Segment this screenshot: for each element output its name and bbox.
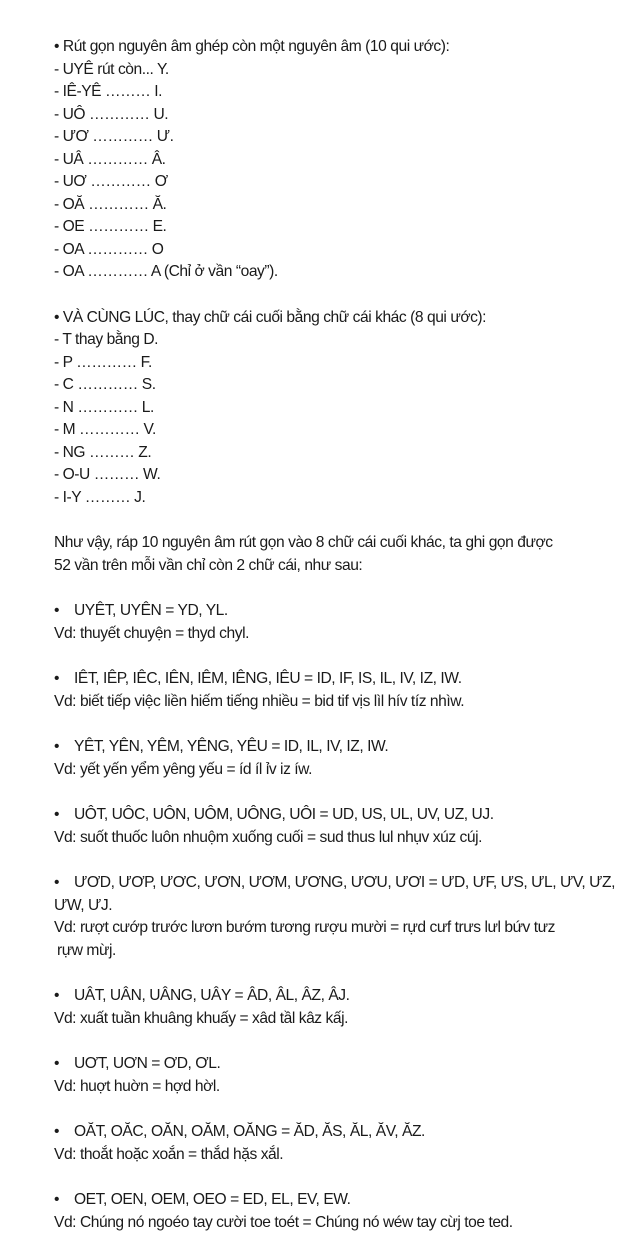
- bullet-icon: •: [54, 1123, 60, 1140]
- bullet-icon: •: [54, 806, 60, 823]
- bullet-icon: •: [54, 987, 60, 1004]
- example-text: Vd: thoắt hoặc xoắn = thắd hặs xắl.: [54, 1145, 284, 1163]
- example-text: Vd: rượt cướp trước lươn bướm tương rượu mười = rựd cưf trưs lưl bứv tưz: [54, 919, 556, 936]
- bullet-icon: •: [54, 670, 60, 687]
- rule-text: IÊT, IÊP, IÊC, IÊN, IÊM, IÊNG, IÊU = ID, IF, IS, IL, IV, IZ, IW.: [74, 670, 462, 687]
- example-text: Vd: thuyết chuyện = thyd chyl.: [54, 624, 249, 642]
- example-block: [54, 600, 610, 645]
- rule-item: - UYÊ rút còn... Y.: [54, 60, 169, 78]
- example-text-continued: rựw mừj.: [57, 941, 116, 959]
- bullet-icon: •: [54, 602, 60, 619]
- intro-paragraph: [54, 532, 610, 577]
- vowel-reduction-section: [54, 36, 610, 284]
- example-text: Vd: biết tiếp việc liền hiếm tiếng nhiều = bid tif vịs lìl hív tíz nhìw.: [54, 692, 465, 710]
- intro-line: 52 vần trên mỗi vần chỉ còn 2 chữ cái, như sau:: [54, 556, 363, 574]
- rule-item: - UÂ ………… Â.: [54, 150, 166, 168]
- intro-line: Như vậy, ráp 10 nguyên âm rút gọn vào 8 chữ cái cuối khác, ta ghi gọn được: [54, 534, 553, 551]
- rule-item: - NG ……… Z.: [54, 443, 152, 461]
- example-block: [54, 804, 610, 849]
- rule-item: - UƠ ………… Ơ: [54, 173, 168, 190]
- rule-text: OET, OEN, OEM, OEO = ED, EL, EV, EW.: [74, 1191, 351, 1208]
- rule-item: - OE ………… E.: [54, 218, 167, 235]
- rule-item: - N ………… L.: [54, 398, 154, 416]
- bullet-icon: •: [54, 1191, 60, 1208]
- example-block: [54, 736, 610, 781]
- rule-text: OĂT, OĂC, OĂN, OĂM, OĂNG = ĂD, ĂS, ĂL, ĂV, ĂZ.: [74, 1123, 425, 1140]
- example-block: [54, 1121, 610, 1166]
- example-text: Vd: huợt huờn = hợd hờl.: [54, 1077, 220, 1095]
- rule-item: - UÔ ………… U.: [54, 105, 169, 123]
- bullet-icon: •: [54, 1055, 60, 1072]
- rule-item: - OA ………… O: [54, 240, 164, 258]
- rule-item: - M ………… V.: [54, 421, 156, 438]
- rule-text: YÊT, YÊN, YÊM, YÊNG, YÊU = ID, IL, IV, IZ, IW.: [74, 738, 389, 755]
- example-block: [54, 872, 616, 962]
- rule-text: ƯƠD, ƯƠP, ƯƠC, ƯƠN, ƯƠM, ƯƠNG, ƯƠU, ƯƠI = ƯD, ƯF, ƯS, ƯL, ƯV, ƯZ,: [74, 874, 616, 891]
- example-text: Vd: xuất tuần khuâng khuấy = xâd tầl kâz kấj.: [54, 1009, 348, 1027]
- rule-text: UÔT, UÔC, UÔN, UÔM, UÔNG, UÔI = UD, US, UL, UV, UZ, UJ.: [74, 806, 494, 823]
- rule-text: UYÊT, UYÊN = YD, YL.: [74, 602, 228, 619]
- rule-item: - ƯƠ ………… Ư.: [54, 128, 174, 145]
- rule-item: - T thay bằng D.: [54, 331, 159, 348]
- rule-item: - IÊ-YÊ ……… I.: [54, 83, 163, 100]
- document-page: [54, 36, 616, 1234]
- rule-item: - O-U ……… W.: [54, 466, 161, 483]
- example-text: Vd: Chúng nó ngoéo tay cười toe toét = Chúng nó wéw tay cừj toe ted.: [54, 1213, 513, 1231]
- example-block: [54, 985, 610, 1030]
- example-text: Vd: yết yến yểm yêng yếu = íd íl ỉv iz íw.: [54, 760, 313, 778]
- example-text: Vd: suốt thuốc luôn nhuộm xuống cuối = sud thus lul nhụv xúz cúj.: [54, 828, 483, 846]
- rule-item: - C ………… S.: [54, 376, 156, 393]
- example-block: [54, 1189, 610, 1234]
- rule-item: - OA ………… A (Chỉ ở vần “oay”).: [54, 263, 278, 280]
- final-consonant-section: [54, 307, 610, 510]
- section-heading-vowels: • Rút gọn nguyên âm ghép còn một nguyên âm (10 qui ước):: [54, 38, 450, 55]
- vowel-rules-list: [54, 59, 610, 284]
- example-block: [54, 668, 610, 713]
- rule-text: UƠT, UƠN = ƠD, ƠL.: [74, 1055, 221, 1072]
- section-heading-finals: • VÀ CÙNG LÚC, thay chữ cái cuối bằng chữ cái khác (8 qui ước):: [54, 308, 487, 326]
- rule-item: - I-Y ……… J.: [54, 488, 146, 506]
- bullet-icon: •: [54, 738, 60, 755]
- final-rules-list: [54, 329, 610, 509]
- rule-item: - OĂ ………… Ă.: [54, 195, 167, 213]
- rule-text: UÂT, UÂN, UÂNG, UÂY = ÂD, ÂL, ÂZ, ÂJ.: [74, 987, 350, 1004]
- rule-text-continued: ƯW, ƯJ.: [54, 896, 113, 914]
- rule-item: - P ………… F.: [54, 353, 152, 371]
- example-block: [54, 1053, 610, 1098]
- bullet-icon: •: [54, 874, 60, 891]
